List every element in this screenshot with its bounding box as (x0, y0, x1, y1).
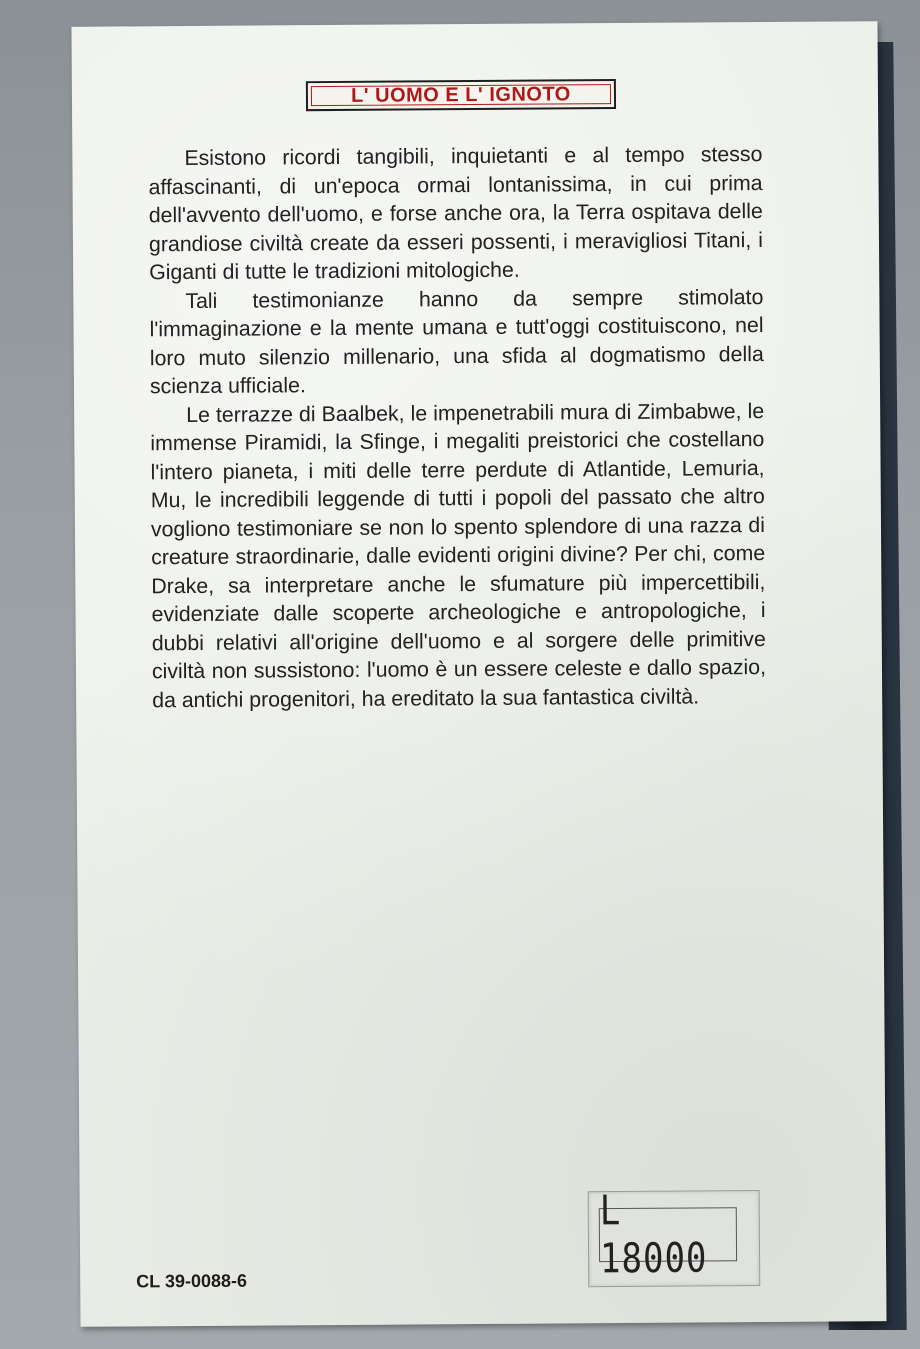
blurb-paragraph: Esistono ricordi tangibili, inquietanti e al tempo stesso affascinanti, di un'epoca ormai lontanissima, in cui prima dell'avvento dell'uomo, e forse anche ora, la Terra ospitava delle grandiose civiltà create da esseri possenti, i meravigliosi Titani, i Giganti di tutte le tradizioni mitologiche. (148, 142, 764, 285)
catalog-code: CL 39-0088-6 (136, 1270, 248, 1292)
book-back-cover (71, 21, 886, 1327)
price-label: L 18000 (599, 1187, 708, 1284)
blurb-paragraph: Tali testimonianze hanno da sempre stimolato l'immaginazione e la mente umana e tutt'oggi costituiscono, nel loro muto silenzio millenario, una sfida al dogmatismo della scienza ufficiale. (149, 284, 764, 399)
blurb-text (148, 140, 766, 714)
price-sticker (588, 1187, 761, 1287)
price-stamp-box (599, 1187, 737, 1284)
series-title-box (306, 79, 616, 111)
series-title: L' UOMO E L' IGNOTO (350, 82, 571, 107)
blurb-paragraph: Le terrazze di Baalbek, le impenetrabili mura di Zimbabwe, le immense Piramidi, la Sfinge, i megaliti preistorici che costellano l'intero pianeta, i miti delle terre perdute di Atlantide, Lemuria, Mu, le incredibili leggende di tutti i popoli del passato che altro vogliono testimoniare se non lo spento splendore di una razza di creature straordinarie, dalle evidenti origini divine? Per chi, come Drake, sa interpretare anche le sfumature più impercettibili, evidenziate dalle scoperte archeologiche e antropologiche, i dubbi relativi all'origine dell'uomo e al sorgere delle primitive civiltà non sussistono: l'uomo è un essere celeste e dallo spazio, da antichi progenitori, ha ereditato la sua fantastica civiltà. (150, 398, 767, 712)
